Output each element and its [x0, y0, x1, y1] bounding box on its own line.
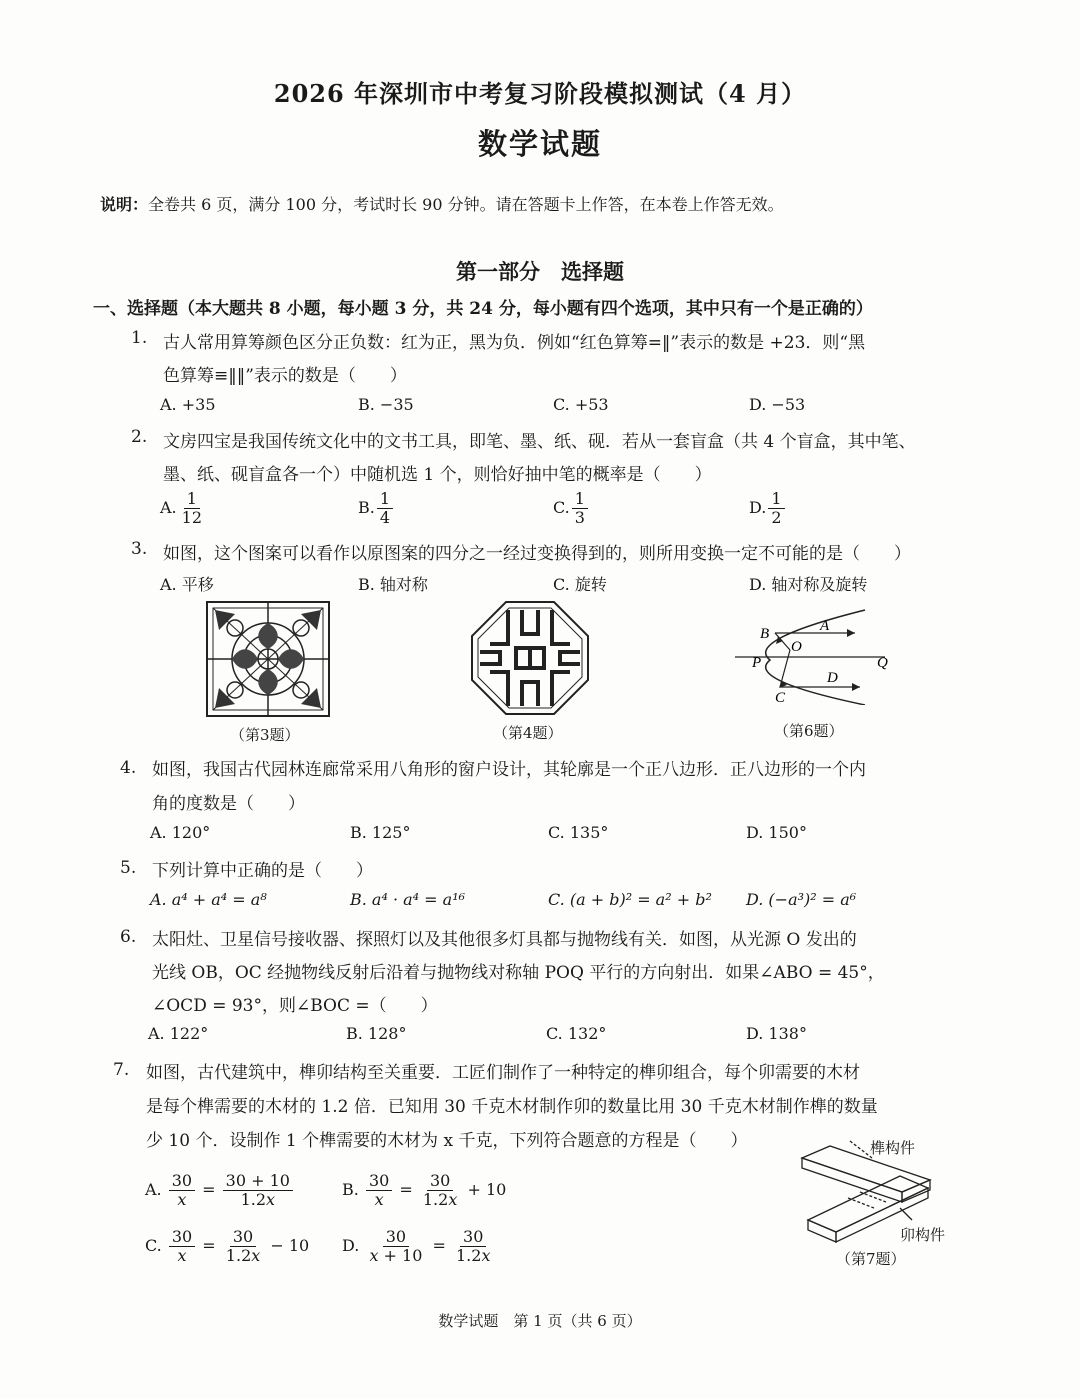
q5-number: 5. [120, 858, 137, 878]
q1-option-c: C. +53 [553, 395, 609, 414]
q4-option-c: C. 135° [548, 823, 609, 842]
q4-line1: 如图，我国古代园林连廊常采用八角形的窗户设计，其轮廓是一个正八边形．正八边形的一个内 [152, 760, 866, 780]
q6-line2: 光线 OB，OC 经抛物线反射后沿着与抛物线对称轴 POQ 平行的方向射出．如果∠ABO = 45°， [152, 963, 885, 983]
fig6-label-o: O [791, 639, 802, 655]
q2-option-d: D. $\frac{1}{2}$ [749, 490, 787, 527]
q6-option-d: D. 138° [746, 1024, 807, 1043]
q1-option-b: B. −35 [358, 395, 414, 414]
q1-option-d: D. −53 [749, 395, 806, 414]
q4-option-d: D. 150° [746, 823, 807, 842]
q6-number: 6. [120, 927, 137, 947]
q6-line3: ∠OCD = 93°，则∠BOC =（ ） [152, 996, 438, 1016]
section-title: 一、选择题（本大题共 8 小题，每小题 3 分，共 24 分，每小题有四个选项，其中只有一个是正确的） [93, 299, 873, 319]
q1-number: 1. [131, 328, 148, 348]
figure-6-caption: （第6题） [774, 722, 844, 740]
figure-7-tenon-label: 榫构件 [870, 1139, 916, 1157]
q2-line2: 墨、纸、砚盲盒各一个）中随机选 1 个，则恰好抽中笔的概率是（ ） [163, 465, 712, 485]
fig6-label-b: B [760, 626, 770, 642]
q6-option-a: A. 122° [148, 1024, 209, 1043]
q5-option-a: A. a⁴ + a⁴ = a⁸ [150, 890, 267, 909]
q7-number: 7. [113, 1060, 130, 1080]
q2-number: 2. [131, 427, 148, 447]
q4-number: 4. [120, 758, 137, 778]
q6-option-b: B. 128° [346, 1024, 407, 1043]
instructions [100, 192, 784, 215]
q7-line1: 如图，古代建筑中，榫卯结构至关重要．工匠们制作了一种特定的榫卯组合，每个卯需要的木材 [146, 1063, 860, 1083]
q3-option-c: C. 旋转 [553, 575, 607, 594]
fig6-label-p: P [752, 655, 762, 671]
q5-option-c: C. (a + b)² = a² + b² [548, 890, 712, 909]
q7-option-b: B. $\frac{30}{x}$ = $\frac{30}{1.2x}$ + 10 [342, 1171, 507, 1209]
fig6-label-d: D [827, 670, 838, 686]
q6-option-c: C. 132° [546, 1024, 607, 1043]
q3-number: 3. [131, 539, 148, 559]
instructions-text: 全卷共 6 页，满分 100 分，考试时长 90 分钟。请在答题卡上作答，在本卷上作答无效。 [148, 195, 784, 214]
fig6-label-c: C [775, 690, 786, 705]
fig6-label-a: A [820, 618, 830, 634]
q2-line1: 文房四宝是我国传统文化中的文书工具，即笔、墨、纸、砚．若从一套盲盒（共 4 个盲盒，其中笔、 [163, 432, 916, 452]
q7-line3: 少 10 个．设制作 1 个榫需要的木材为 x 千克，下列符合题意的方程是（ ） [146, 1131, 748, 1151]
q3-option-b: B. 轴对称 [358, 575, 428, 594]
page-footer: 数学试题 第 1 页（共 6 页） [438, 1312, 642, 1330]
q2-option-c: C. $\frac{1}{3}$ [553, 490, 590, 527]
exam-title: 2026 年深圳市中考复习阶段模拟测试（4 月） [273, 79, 807, 108]
q4-line2: 角的度数是（ ） [152, 794, 305, 814]
part-title: 第一部分 选择题 [456, 259, 624, 284]
q3-option-a: A. 平移 [160, 575, 214, 594]
q6-line1: 太阳灶、卫星信号接收器、探照灯以及其他很多灯具都与抛物线有关．如图，从光源 O 发出的 [152, 930, 857, 950]
q5-option-d: D. (−a³)² = a⁶ [746, 890, 857, 909]
figure-3-tile-pattern [205, 600, 331, 718]
q4-option-a: A. 120° [150, 823, 211, 842]
figure-4-caption: （第4题） [493, 724, 563, 742]
q1-line2: 色算筹≡‖‖”表示的数是（ ） [163, 366, 407, 386]
figure-7-mortise-label: 卯构件 [900, 1226, 946, 1244]
q3-line1: 如图，这个图案可以看作以原图案的四分之一经过变换得到的，则所用变换一定不可能的是（ ） [163, 544, 911, 564]
instructions-label: 说明： [100, 195, 149, 214]
q7-line2: 是每个榫需要的木材的 1.2 倍．已知用 30 千克木材制作卯的数量比用 30 千克木材制作榫的数量 [146, 1097, 878, 1117]
q7-option-a: A. $\frac{30}{x}$ = $\frac{30 + 10}{1.2x}$ [145, 1172, 295, 1209]
q4-option-b: B. 125° [350, 823, 411, 842]
figure-4-octagon-window [470, 600, 590, 716]
q7-option-c: C. $\frac{30}{x}$ = $\frac{30}{1.2x}$ − 10 [145, 1227, 310, 1265]
q3-option-d: D. 轴对称及旋转 [749, 575, 868, 594]
q2-option-a: A. $\frac{1}{12}$ [160, 489, 202, 527]
q1-line1: 古人常用算筹颜色区分正负数：红为正，黑为负．例如“红色算筹=‖”表示的数是 +23．则“黑 [163, 333, 866, 353]
exam-subject: 数学试题 [477, 127, 602, 161]
q1-option-a: A. +35 [160, 395, 216, 414]
q2-option-b: B. $\frac{1}{4}$ [358, 490, 395, 527]
q5-line1: 下列计算中正确的是（ ） [152, 861, 373, 881]
figure-6-parabola-diagram [735, 605, 905, 705]
fig6-label-q: Q [877, 655, 888, 671]
figure-3-caption: （第3题） [230, 726, 300, 744]
q5-option-b: B. a⁴ · a⁴ = a¹⁶ [350, 890, 466, 909]
figure-7-caption: （第7题） [836, 1250, 906, 1268]
q7-option-d: D. $\frac{30}{x + 10}$ = $\frac{30}{1.2x}$ [342, 1227, 491, 1265]
